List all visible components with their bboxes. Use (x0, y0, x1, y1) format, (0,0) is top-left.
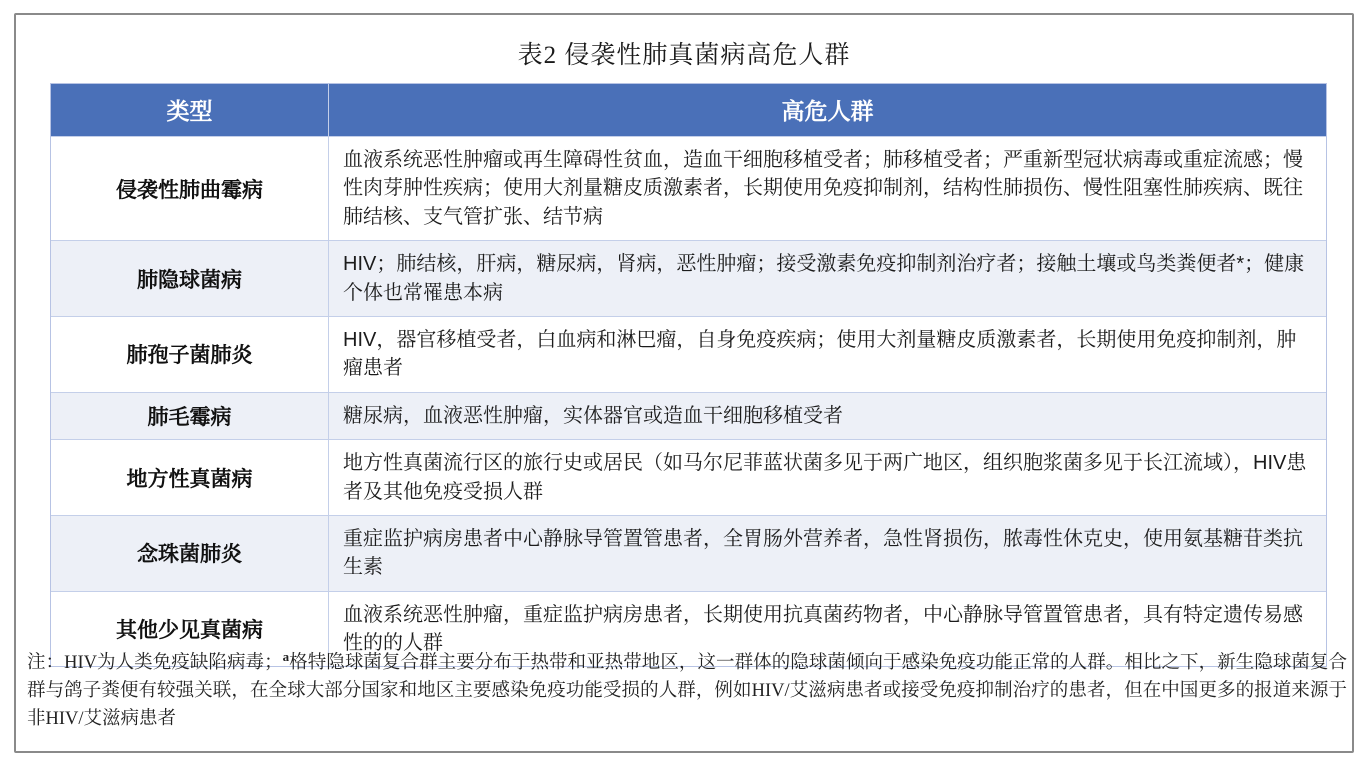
table-row-population (329, 393, 1326, 439)
table-row-type: 侵袭性肺曲霉病 (51, 137, 328, 240)
cell-text: 血液系统恶性肿瘤，重症监护病房患者，长期使用抗真菌药物者，中心静脉导管置管患者，具有特定遗传易感性的的人群 (343, 603, 1303, 655)
table-row-type: 其他少见真菌病 (51, 592, 328, 667)
table-row-type: 肺毛霉病 (51, 393, 328, 439)
document-card (14, 13, 1354, 753)
table-row-type: 念珠菌肺炎 (51, 516, 328, 591)
cell-text: 地方性真菌流行区的旅行史或居民（如马尔尼菲蓝状菌多见于两广地区，组织胞浆菌多见于长江流域），HIV患者及其他免疫受损人群 (343, 452, 1307, 503)
table-row-population (329, 440, 1326, 515)
table-row-type: 肺隐球菌病 (51, 241, 328, 316)
table-row-type: 肺孢子菌肺炎 (51, 317, 328, 392)
table-row-population (329, 317, 1326, 392)
cell-text: 重症监护病房患者中心静脉导管置管患者，全胃肠外营养者，急性肾损伤，脓毒性休克史，使用氨基糖苷类抗生素 (343, 527, 1303, 579)
cell-text: HIV；肺结核，肝病，糖尿病，肾病，恶性肿瘤；接受激素免疫抑制剂治疗者；接触土壤或鸟类粪便者*；健康个体也常罹患本病 (343, 253, 1305, 304)
table-row-population (329, 241, 1326, 316)
footnote-body: 格特隐球菌复合群主要分布于热带和亚热带地区，这一群体的隐球菌倾向于感染免疫功能正常的人群。相比之下，新生隐球菌复合群与鸽子粪便有较强关联，在全球大部分国家和地区主要感染免疫功能受损的人群，例如HIV/艾滋病患者或接受免疫抑制治疗的患者，但在中国更多的报道来源于非HIV/艾滋病患者 (27, 653, 1347, 729)
footnote-marker: a (282, 649, 290, 664)
table-footnote (27, 647, 1347, 733)
table-title: 表2 侵袭性肺真菌病高危人群 (517, 42, 851, 69)
footnote-prefix: 注：HIV为人类免疫缺陷病毒； (27, 653, 283, 674)
cell-text: HIV，器官移植受者，白血病和淋巴瘤，自身免疫疾病；使用大剂量糖皮质激素者，长期使用免疫抑制剂，肿瘤患者 (343, 328, 1297, 380)
column-header-type: 类型 (51, 84, 328, 136)
table-row-population (329, 516, 1326, 591)
risk-table (50, 83, 1327, 667)
column-header-population: 高危人群 (329, 84, 1326, 136)
table-row-population (329, 137, 1326, 240)
cell-text: 血液系统恶性肿瘤或再生障碍性贫血，造血干细胞移植受者；肺移植受者；严重新型冠状病毒或重症流感；慢性肉芽肿性疾病；使用大剂量糖皮质激素者，长期使用免疫抑制剂，结构性肺损伤、慢性阻塞性肺疾病、既往肺结核、支气管扩张、结节病 (343, 149, 1303, 228)
table-row-type: 地方性真菌病 (51, 440, 328, 515)
cell-text: 糖尿病，血液恶性肿瘤，实体器官或造血干细胞移植受者 (343, 404, 843, 427)
